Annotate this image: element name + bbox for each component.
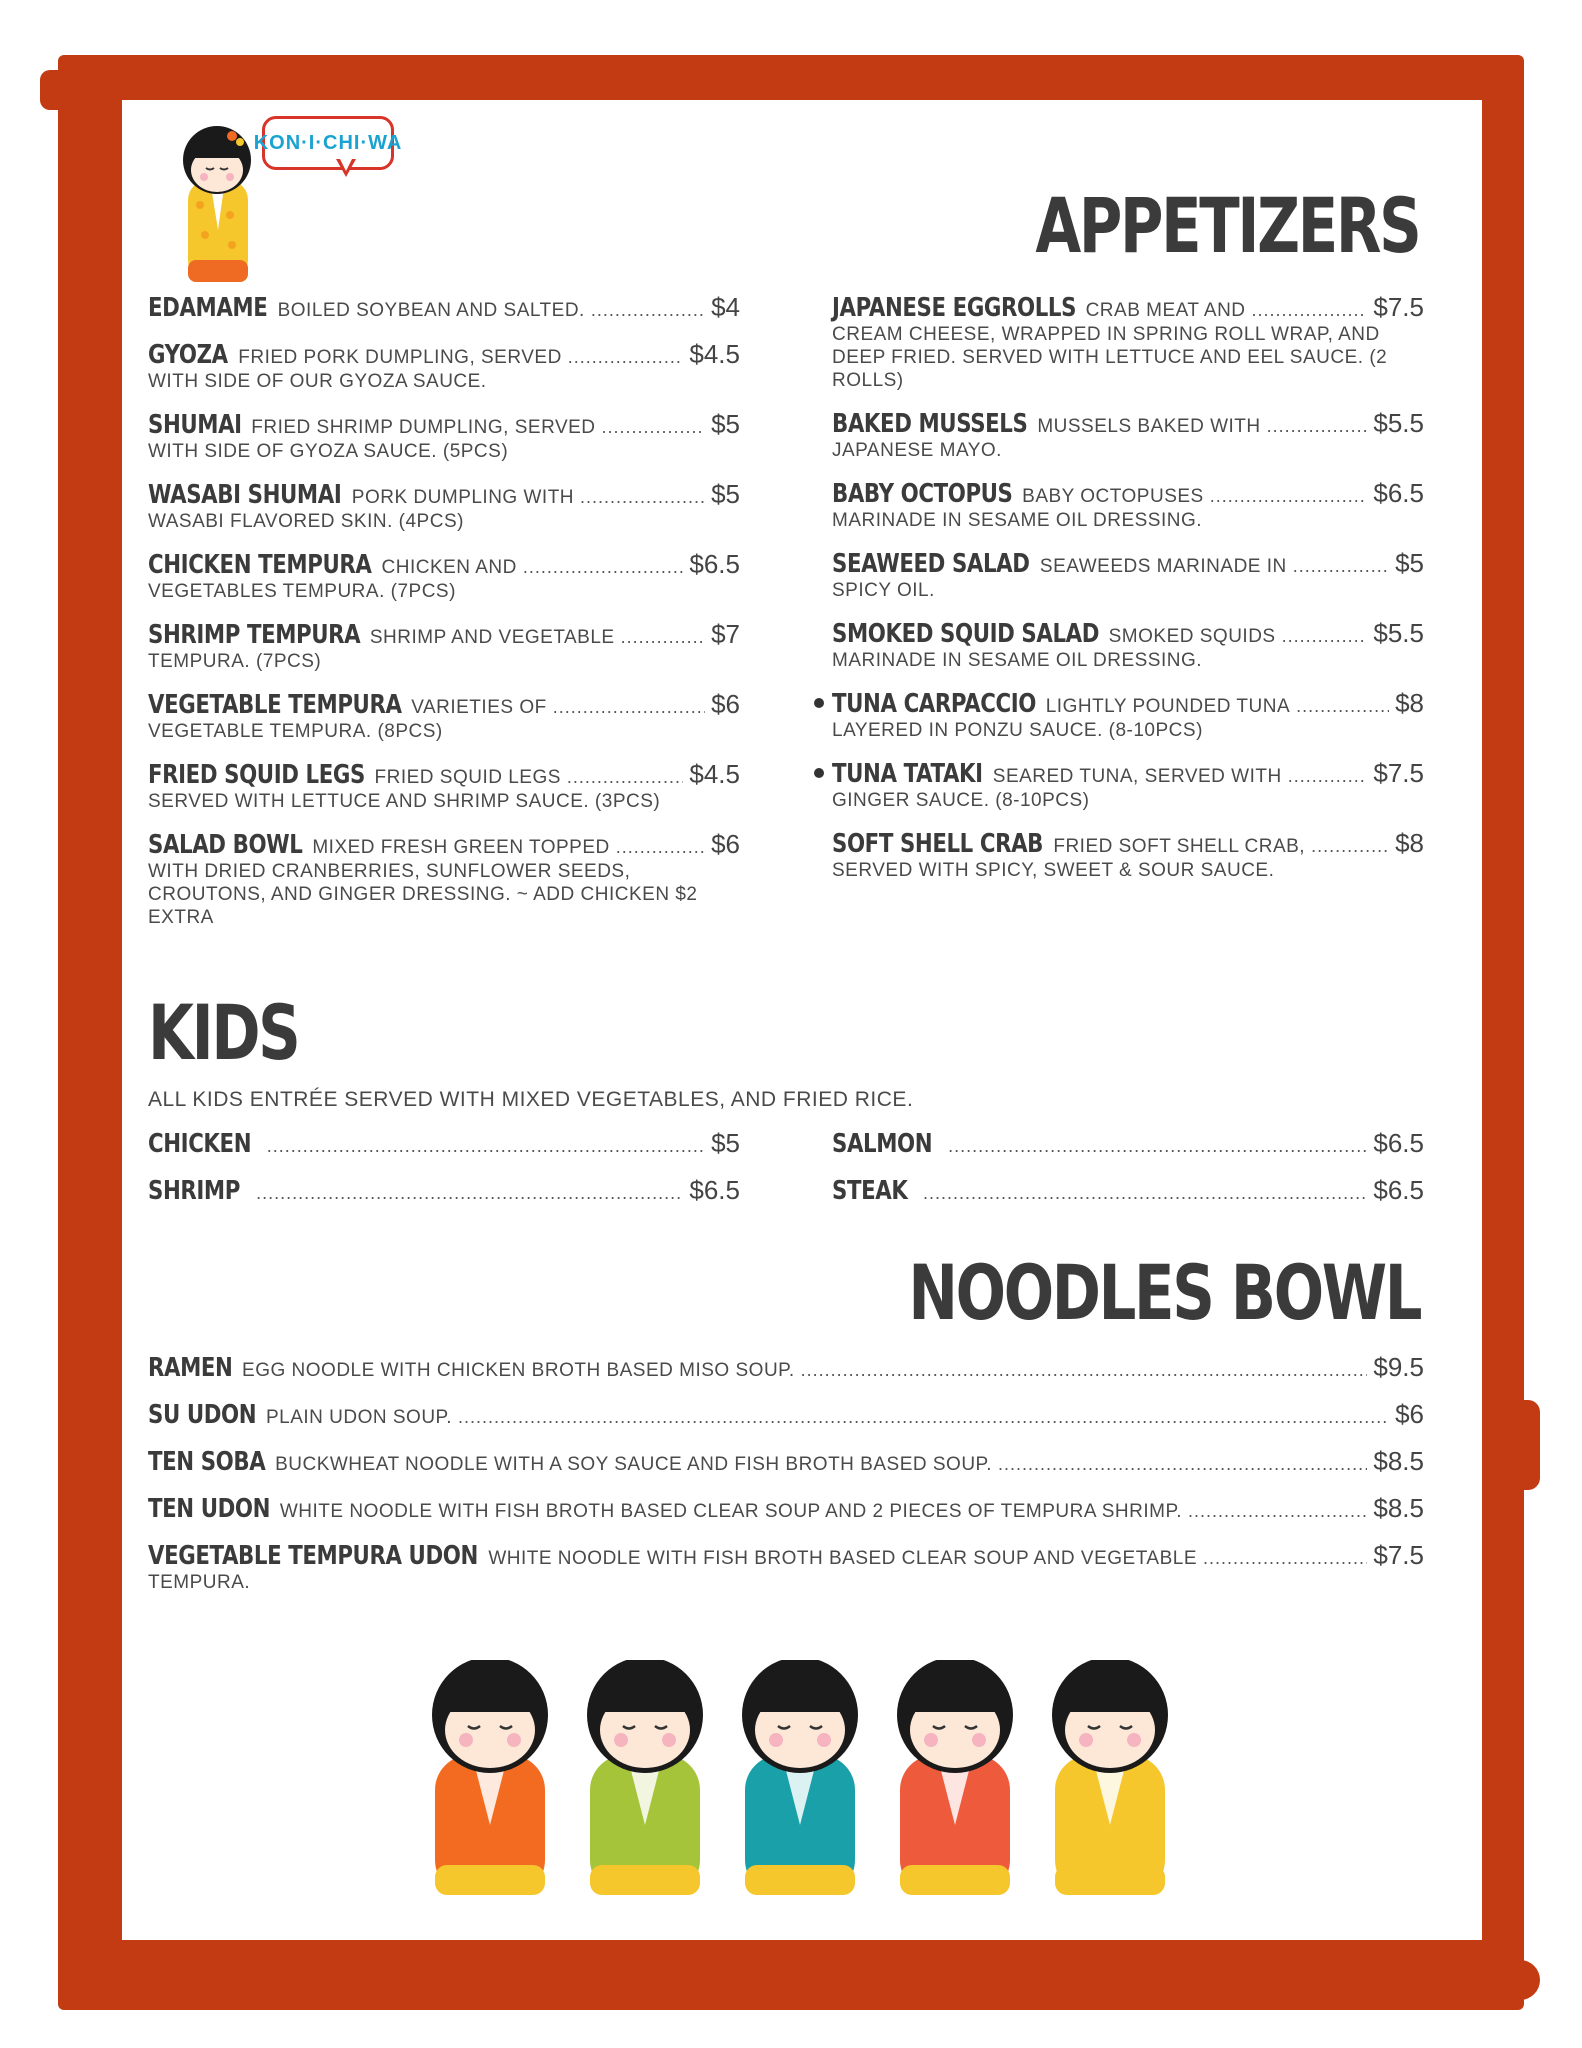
item-description-more: GINGER SAUCE. (8-10PCS) <box>832 790 1090 811</box>
menu-item-line <box>148 1352 1424 1383</box>
item-description-more: CREAM CHEESE, WRAPPED IN SPRING ROLL WRAP, AND DEEP FRIED. SERVED WITH LETTUCE AND EEL SAUCE. (2 ROLLS) <box>832 324 1388 391</box>
menu-item <box>148 1540 1424 1594</box>
dot-leader <box>621 627 705 648</box>
menu-item-line <box>148 759 740 790</box>
dot-leader <box>523 557 684 578</box>
dot-leader <box>567 767 683 788</box>
item-description: MUSSELS BAKED WITH <box>1037 416 1261 437</box>
menu-item <box>148 689 740 743</box>
menu-item <box>148 1128 740 1159</box>
dot-leader <box>591 300 705 321</box>
brush-stroke <box>40 70 70 110</box>
menu-item-line <box>832 548 1424 579</box>
item-description-more: JAPANESE MAYO. <box>832 440 1002 461</box>
dot-leader <box>1252 300 1368 321</box>
menu-item-line <box>832 478 1424 509</box>
menu-item <box>148 292 740 323</box>
item-description: WHITE NOODLE WITH FISH BROTH BASED CLEAR SOUP AND VEGETABLE <box>488 1548 1198 1569</box>
menu-item-line <box>148 409 740 440</box>
dot-leader <box>580 487 705 508</box>
item-description: CHICKEN AND <box>381 557 517 578</box>
item-description-more: LAYERED IN PONZU SAUCE. (8-10PCS) <box>832 720 1203 741</box>
kokeshi-doll-icon <box>587 1660 703 1895</box>
item-name: TEN UDON <box>148 1494 271 1524</box>
item-description-more: SPICY OIL. <box>832 580 935 601</box>
item-name: GYOZA <box>148 340 228 370</box>
item-description-more: TEMPURA. (7PCS) <box>148 651 322 672</box>
item-price: $8 <box>1395 688 1424 718</box>
appetizers-title: APPETIZERS <box>1035 181 1420 270</box>
item-price: $6.5 <box>689 549 740 579</box>
brush-stroke <box>60 1960 1540 2000</box>
menu-item-line <box>832 688 1424 719</box>
item-name: BABY OCTOPUS <box>832 479 1013 509</box>
item-description: PLAIN UDON SOUP. <box>265 1407 453 1428</box>
menu-item-line <box>148 292 740 323</box>
bullet-dot-icon <box>814 698 824 708</box>
brush-stroke <box>1500 1400 1540 1490</box>
kokeshi-doll-icon <box>742 1660 858 1895</box>
item-price: $5 <box>711 1128 740 1158</box>
menu-item <box>832 408 1424 462</box>
dot-leader <box>616 837 705 858</box>
menu-item <box>148 759 740 813</box>
dot-leader <box>267 1136 705 1157</box>
item-name: SALMON <box>832 1129 933 1159</box>
menu-item-line <box>832 828 1424 859</box>
dot-leader <box>1311 836 1389 857</box>
dot-leader <box>602 417 706 438</box>
item-description-more: SERVED WITH LETTUCE AND SHRIMP SAUCE. (3PCS) <box>148 791 661 812</box>
item-name: VEGETABLE TEMPURA <box>148 690 402 720</box>
item-description: SEAWEEDS MARINADE IN <box>1039 556 1287 577</box>
item-description: MIXED FRESH GREEN TOPPED <box>312 837 610 858</box>
item-description-more: TEMPURA. <box>148 1572 251 1593</box>
item-description: CRAB MEAT AND <box>1085 300 1246 321</box>
menu-item-line <box>832 1128 1424 1159</box>
item-price: $7.5 <box>1373 758 1424 788</box>
item-price: $9.5 <box>1373 1352 1424 1382</box>
dot-leader <box>1210 486 1368 507</box>
menu-item <box>148 1175 740 1206</box>
item-name: SHUMAI <box>148 410 242 440</box>
item-price: $5 <box>711 409 740 439</box>
item-name: TEN SOBA <box>148 1447 266 1477</box>
menu-item <box>148 619 740 673</box>
menu-item-line <box>148 1540 1424 1571</box>
dot-leader <box>568 347 684 368</box>
kids-right-column <box>832 1128 1424 1222</box>
menu-item <box>148 479 740 533</box>
menu-item-line <box>148 339 740 370</box>
dot-leader <box>923 1183 1367 1204</box>
menu-item <box>148 1446 1424 1477</box>
appetizers-right-column <box>832 292 1424 898</box>
menu-item-line <box>148 1175 740 1206</box>
menu-item-line <box>832 408 1424 439</box>
item-description-more: MARINADE IN SESAME OIL DRESSING. <box>832 510 1203 531</box>
item-price: $4 <box>711 292 740 322</box>
dot-leader <box>998 1454 1367 1475</box>
item-description: FRIED SQUID LEGS <box>374 767 561 788</box>
item-price: $6.5 <box>1373 1175 1424 1205</box>
item-name: SEAWEED SALAD <box>832 549 1030 579</box>
item-description-more: SERVED WITH SPICY, SWEET & SOUR SAUCE. <box>832 860 1275 881</box>
dot-leader <box>801 1360 1368 1381</box>
appetizers-left-column <box>148 292 740 945</box>
dot-leader <box>948 1136 1367 1157</box>
kids-left-column <box>148 1128 740 1222</box>
item-description-more: MARINADE IN SESAME OIL DRESSING. <box>832 650 1203 671</box>
menu-item-line <box>832 292 1424 323</box>
menu-item <box>832 292 1424 392</box>
item-description: WHITE NOODLE WITH FISH BROTH BASED CLEAR SOUP AND 2 PIECES OF TEMPURA SHRIMP. <box>279 1501 1182 1522</box>
menu-item <box>832 688 1424 742</box>
item-name: FRIED SQUID LEGS <box>148 760 365 790</box>
item-name: CHICKEN <box>148 1129 252 1159</box>
item-name: CHICKEN TEMPURA <box>148 550 372 580</box>
dot-leader <box>1282 626 1368 647</box>
menu-item-line <box>148 1493 1424 1524</box>
item-name: SU UDON <box>148 1400 257 1430</box>
item-description-more: WITH SIDE OF OUR GYOZA SAUCE. <box>148 371 487 392</box>
kids-title: KIDS <box>148 988 299 1077</box>
kids-note: ALL KIDS ENTRÉE SERVED WITH MIXED VEGETABLES, AND FRIED RICE. <box>148 1088 914 1111</box>
kokeshi-doll-icon <box>897 1660 1013 1895</box>
menu-item-line <box>832 758 1424 789</box>
item-price: $4.5 <box>689 339 740 369</box>
item-description: BABY OCTOPUSES <box>1022 486 1204 507</box>
dot-leader <box>256 1183 683 1204</box>
item-description: FRIED SHRIMP DUMPLING, SERVED <box>251 417 596 438</box>
item-price: $8.5 <box>1373 1446 1424 1476</box>
item-price: $6.5 <box>1373 478 1424 508</box>
item-description-more: VEGETABLE TEMPURA. (8PCS) <box>148 721 443 742</box>
kokeshi-doll-icon <box>1052 1660 1168 1895</box>
item-price: $7 <box>711 619 740 649</box>
item-name: BAKED MUSSELS <box>832 409 1028 439</box>
item-description-more: VEGETABLES TEMPURA. (7PCS) <box>148 581 456 602</box>
menu-item-line <box>148 1399 1424 1430</box>
item-name: RAMEN <box>148 1353 233 1383</box>
dot-leader <box>1288 766 1368 787</box>
item-price: $6 <box>711 689 740 719</box>
item-price: $5.5 <box>1373 618 1424 648</box>
speech-bubble: KON·I·CHI·WA <box>262 116 394 170</box>
menu-item <box>832 1175 1424 1206</box>
item-name: SALAD BOWL <box>148 830 303 860</box>
menu-item <box>148 1352 1424 1383</box>
menu-item <box>148 829 740 929</box>
menu-item <box>148 339 740 393</box>
item-description: BUCKWHEAT NOODLE WITH A SOY SAUCE AND FISH BROTH BASED SOUP. <box>275 1454 993 1475</box>
dot-leader <box>1188 1501 1367 1522</box>
kokeshi-doll-icon <box>432 1660 548 1895</box>
bullet-dot-icon <box>814 768 824 778</box>
menu-item <box>832 828 1424 882</box>
speech-bubble-tail-inner <box>340 159 352 171</box>
menu-item <box>832 618 1424 672</box>
kokeshi-doll-icon <box>170 120 265 290</box>
item-description: LIGHTLY POUNDED TUNA <box>1045 696 1291 717</box>
item-description: SMOKED SQUIDS <box>1108 626 1276 647</box>
item-price: $8 <box>1395 828 1424 858</box>
menu-item <box>148 1493 1424 1524</box>
dot-leader <box>553 697 705 718</box>
item-name: TUNA TATAKI <box>832 759 983 789</box>
menu-item <box>832 1128 1424 1159</box>
item-price: $5 <box>1395 548 1424 578</box>
menu-item <box>832 758 1424 812</box>
menu-item-line <box>832 618 1424 649</box>
item-name: VEGETABLE TEMPURA UDON <box>148 1541 478 1571</box>
menu-item <box>148 409 740 463</box>
menu-item-line <box>148 1128 740 1159</box>
item-description: SEARED TUNA, SERVED WITH <box>992 766 1282 787</box>
item-name: TUNA CARPACCIO <box>832 689 1036 719</box>
item-price: $5 <box>711 479 740 509</box>
item-name: SOFT SHELL CRAB <box>832 829 1044 859</box>
dot-leader <box>1293 556 1389 577</box>
item-description: PORK DUMPLING WITH <box>351 487 575 508</box>
item-description: BOILED SOYBEAN AND SALTED. <box>277 300 585 321</box>
item-name: STEAK <box>832 1176 908 1206</box>
item-price: $6 <box>711 829 740 859</box>
menu-item-line <box>148 549 740 580</box>
item-price: $7.5 <box>1373 1540 1424 1570</box>
menu-item <box>832 548 1424 602</box>
item-name: SMOKED SQUID SALAD <box>832 619 1100 649</box>
noodles-title: NOODLES BOWL <box>908 1248 1420 1337</box>
item-description: FRIED PORK DUMPLING, SERVED <box>238 347 562 368</box>
dot-leader <box>1267 416 1368 437</box>
item-description: SHRIMP AND VEGETABLE <box>369 627 615 648</box>
item-price: $5.5 <box>1373 408 1424 438</box>
item-name: SHRIMP TEMPURA <box>148 620 361 650</box>
menu-item <box>148 1399 1424 1430</box>
item-description: FRIED SOFT SHELL CRAB, <box>1053 836 1306 857</box>
item-name: JAPANESE EGGROLLS <box>832 293 1077 323</box>
item-description: EGG NOODLE WITH CHICKEN BROTH BASED MISO SOUP. <box>242 1360 795 1381</box>
menu-item-line <box>148 619 740 650</box>
menu-item-line <box>148 689 740 720</box>
menu-item <box>832 478 1424 532</box>
menu-item-line <box>832 1175 1424 1206</box>
item-price: $7.5 <box>1373 292 1424 322</box>
item-name: SHRIMP <box>148 1176 240 1206</box>
item-price: $6.5 <box>1373 1128 1424 1158</box>
item-name: EDAMAME <box>148 293 268 323</box>
item-price: $6 <box>1395 1399 1424 1429</box>
item-description-more: WITH DRIED CRANBERRIES, SUNFLOWER SEEDS, CROUTONS, AND GINGER DRESSING. ~ ADD CHICKEN $2 EXTRA <box>148 861 698 928</box>
noodles-list <box>148 1352 1424 1610</box>
item-price: $8.5 <box>1373 1493 1424 1523</box>
dot-leader <box>1203 1548 1367 1569</box>
menu-item-line <box>148 479 740 510</box>
item-description-more: WITH SIDE OF GYOZA SAUCE. (5PCS) <box>148 441 509 462</box>
menu-item <box>148 549 740 603</box>
item-description: VARIETIES OF <box>411 697 547 718</box>
dot-leader <box>1296 696 1389 717</box>
menu-item-line <box>148 829 740 860</box>
item-price: $4.5 <box>689 759 740 789</box>
dot-leader <box>458 1407 1389 1428</box>
item-price: $6.5 <box>689 1175 740 1205</box>
item-name: WASABI SHUMAI <box>148 480 342 510</box>
item-description-more: WASABI FLAVORED SKIN. (4PCS) <box>148 511 464 532</box>
menu-item-line <box>148 1446 1424 1477</box>
kokeshi-dolls-row <box>430 1660 1190 1900</box>
